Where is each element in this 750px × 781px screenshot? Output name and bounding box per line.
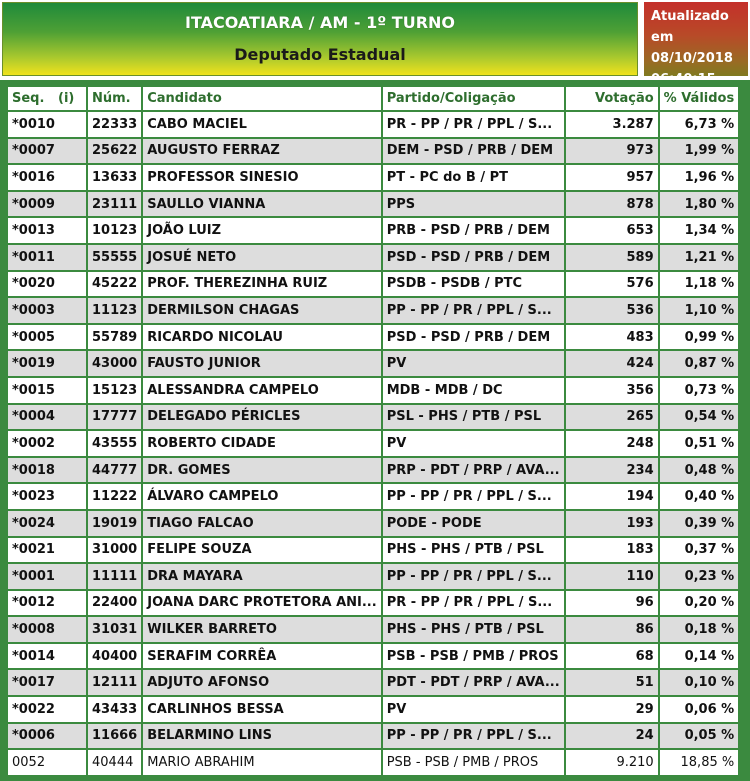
cell-seq: *0016 xyxy=(8,165,86,190)
table-row xyxy=(8,670,738,695)
cell-seq: *0022 xyxy=(8,697,86,722)
cell-party: PSD - PSD / PRB / DEM xyxy=(383,245,564,270)
cell-valid-pct: 1,80 % xyxy=(660,192,739,217)
table-row xyxy=(8,351,738,376)
cell-num: 17777 xyxy=(88,405,141,430)
cell-party: PPS xyxy=(383,192,564,217)
cell-valid-pct: 0,99 % xyxy=(660,325,739,350)
table-row xyxy=(8,591,738,616)
cell-seq: *0019 xyxy=(8,351,86,376)
cell-candidate-name: PROF. THEREZINHA RUIZ xyxy=(143,272,380,297)
cell-candidate-name: RICARDO NICOLAU xyxy=(143,325,380,350)
cell-candidate-name: BELARMINO LINS xyxy=(143,724,380,749)
cell-valid-pct: 0,10 % xyxy=(660,670,739,695)
table-row xyxy=(8,458,738,483)
cell-candidate-name: SAULLO VIANNA xyxy=(143,192,380,217)
table-row xyxy=(8,165,738,190)
cell-num: 55789 xyxy=(88,325,141,350)
cell-candidate-name: JOANA DARC PROTETORA ANI... xyxy=(143,591,380,616)
cell-candidate-name: DRA MAYARA xyxy=(143,564,380,589)
cell-num: 43000 xyxy=(88,351,141,376)
table-row xyxy=(8,724,738,749)
cell-party: PV xyxy=(383,431,564,456)
cell-votes: 356 xyxy=(566,378,658,403)
cell-valid-pct: 0,23 % xyxy=(660,564,739,589)
cell-candidate-name: TIAGO FALCAO xyxy=(143,511,380,536)
cell-num: 22400 xyxy=(88,591,141,616)
results-table-body xyxy=(8,112,738,775)
seq-header-label: Seq. xyxy=(12,91,45,106)
cell-votes: 589 xyxy=(566,245,658,270)
cell-votes: 96 xyxy=(566,591,658,616)
cell-candidate-name: ROBERTO CIDADE xyxy=(143,431,380,456)
cell-candidate-name: MARIO ABRAHIM xyxy=(143,750,380,775)
cell-seq: *0023 xyxy=(8,484,86,509)
table-row xyxy=(8,511,738,536)
cell-num: 23111 xyxy=(88,192,141,217)
table-row xyxy=(8,139,738,164)
cell-valid-pct: 18,85 % xyxy=(660,750,739,775)
cell-party: PHS - PHS / PTB / PSL xyxy=(383,538,564,563)
cell-seq: *0007 xyxy=(8,139,86,164)
cell-seq: *0021 xyxy=(8,538,86,563)
table-row xyxy=(8,484,738,509)
cell-num: 40400 xyxy=(88,644,141,669)
cell-num: 55555 xyxy=(88,245,141,270)
cell-party: PSD - PSD / PRB / DEM xyxy=(383,325,564,350)
cell-valid-pct: 0,37 % xyxy=(660,538,739,563)
cell-party: PP - PP / PR / PPL / S... xyxy=(383,298,564,323)
cell-seq: *0008 xyxy=(8,617,86,642)
cell-candidate-name: ALESSANDRA CAMPELO xyxy=(143,378,380,403)
cell-party: PSB - PSB / PMB / PROS xyxy=(383,750,564,775)
cell-valid-pct: 0,05 % xyxy=(660,724,739,749)
cell-valid-pct: 0,39 % xyxy=(660,511,739,536)
cell-votes: 9.210 xyxy=(566,750,658,775)
cell-seq: *0002 xyxy=(8,431,86,456)
cell-num: 13633 xyxy=(88,165,141,190)
cell-votes: 248 xyxy=(566,431,658,456)
table-row xyxy=(8,564,738,589)
cell-seq: *0014 xyxy=(8,644,86,669)
cell-party: PRP - PDT / PRP / AVA... xyxy=(383,458,564,483)
cell-votes: 51 xyxy=(566,670,658,695)
cell-votes: 957 xyxy=(566,165,658,190)
cell-num: 11222 xyxy=(88,484,141,509)
table-row xyxy=(8,298,738,323)
cell-party: PR - PP / PR / PPL / S... xyxy=(383,112,564,137)
seq-info-icon[interactable]: (i) xyxy=(58,91,75,106)
cell-votes: 576 xyxy=(566,272,658,297)
cell-valid-pct: 0,87 % xyxy=(660,351,739,376)
cell-num: 11666 xyxy=(88,724,141,749)
cell-votes: 193 xyxy=(566,511,658,536)
cell-party: MDB - MDB / DC xyxy=(383,378,564,403)
cell-votes: 194 xyxy=(566,484,658,509)
cell-valid-pct: 0,06 % xyxy=(660,697,739,722)
cell-party: DEM - PSD / PRB / DEM xyxy=(383,139,564,164)
cell-seq: *0013 xyxy=(8,218,86,243)
cell-votes: 24 xyxy=(566,724,658,749)
cell-party: PODE - PODE xyxy=(383,511,564,536)
cell-party: PT - PC do B / PT xyxy=(383,165,564,190)
column-header-partido[interactable]: Partido/Coligação xyxy=(383,87,564,110)
cell-votes: 29 xyxy=(566,697,658,722)
cell-valid-pct: 6,73 % xyxy=(660,112,739,137)
cell-party: PP - PP / PR / PPL / S... xyxy=(383,724,564,749)
cell-num: 43555 xyxy=(88,431,141,456)
results-frame xyxy=(0,80,750,781)
page-subtitle: Deputado Estadual xyxy=(234,45,406,64)
cell-valid-pct: 0,40 % xyxy=(660,484,739,509)
cell-seq: *0024 xyxy=(8,511,86,536)
cell-valid-pct: 0,18 % xyxy=(660,617,739,642)
table-row xyxy=(8,378,738,403)
cell-num: 43433 xyxy=(88,697,141,722)
cell-candidate-name: CABO MACIEL xyxy=(143,112,380,137)
cell-candidate-name: WILKER BARRETO xyxy=(143,617,380,642)
cell-num: 31000 xyxy=(88,538,141,563)
cell-seq: *0010 xyxy=(8,112,86,137)
cell-num: 44777 xyxy=(88,458,141,483)
cell-seq: *0001 xyxy=(8,564,86,589)
cell-seq: *0006 xyxy=(8,724,86,749)
table-row xyxy=(8,245,738,270)
cell-num: 40444 xyxy=(88,750,141,775)
table-row xyxy=(8,750,738,775)
cell-candidate-name: DERMILSON CHAGAS xyxy=(143,298,380,323)
cell-seq: *0020 xyxy=(8,272,86,297)
cell-num: 10123 xyxy=(88,218,141,243)
cell-num: 11111 xyxy=(88,564,141,589)
cell-seq: *0015 xyxy=(8,378,86,403)
cell-num: 45222 xyxy=(88,272,141,297)
cell-seq: *0005 xyxy=(8,325,86,350)
table-row xyxy=(8,405,738,430)
cell-votes: 653 xyxy=(566,218,658,243)
table-row xyxy=(8,644,738,669)
cell-candidate-name: SERAFIM CORRÊA xyxy=(143,644,380,669)
table-row xyxy=(8,192,738,217)
cell-num: 22333 xyxy=(88,112,141,137)
cell-valid-pct: 1,34 % xyxy=(660,218,739,243)
page-title: ITACOATIARA / AM - 1º TURNO xyxy=(184,13,456,32)
table-row xyxy=(8,112,738,137)
table-row xyxy=(8,538,738,563)
cell-party: PRB - PSD / PRB / DEM xyxy=(383,218,564,243)
cell-candidate-name: FELIPE SOUZA xyxy=(143,538,380,563)
cell-votes: 183 xyxy=(566,538,658,563)
cell-party: PR - PP / PR / PPL / S... xyxy=(383,591,564,616)
cell-num: 15123 xyxy=(88,378,141,403)
cell-valid-pct: 0,54 % xyxy=(660,405,739,430)
cell-votes: 265 xyxy=(566,405,658,430)
cell-candidate-name: AUGUSTO FERRAZ xyxy=(143,139,380,164)
table-row xyxy=(8,617,738,642)
cell-num: 31031 xyxy=(88,617,141,642)
column-header-num[interactable]: Núm. xyxy=(88,87,141,110)
cell-valid-pct: 0,51 % xyxy=(660,431,739,456)
column-header-validos[interactable]: % Válidos xyxy=(660,87,739,110)
cell-candidate-name: DR. GOMES xyxy=(143,458,380,483)
cell-valid-pct: 0,73 % xyxy=(660,378,739,403)
cell-seq: *0017 xyxy=(8,670,86,695)
cell-party: PSL - PHS / PTB / PSL xyxy=(383,405,564,430)
cell-candidate-name: JOÃO LUIZ xyxy=(143,218,380,243)
cell-valid-pct: 1,99 % xyxy=(660,139,739,164)
cell-party: PSB - PSB / PMB / PROS xyxy=(383,644,564,669)
cell-party: PSDB - PSDB / PTC xyxy=(383,272,564,297)
cell-candidate-name: CARLINHOS BESSA xyxy=(143,697,380,722)
cell-valid-pct: 1,18 % xyxy=(660,272,739,297)
cell-party: PP - PP / PR / PPL / S... xyxy=(383,564,564,589)
cell-seq: 0052 xyxy=(8,750,86,775)
cell-votes: 878 xyxy=(566,192,658,217)
cell-candidate-name: FAUSTO JUNIOR xyxy=(143,351,380,376)
cell-candidate-name: ADJUTO AFONSO xyxy=(143,670,380,695)
cell-votes: 536 xyxy=(566,298,658,323)
table-header-row xyxy=(8,87,738,110)
cell-num: 12111 xyxy=(88,670,141,695)
cell-seq: *0011 xyxy=(8,245,86,270)
cell-seq: *0018 xyxy=(8,458,86,483)
cell-votes: 234 xyxy=(566,458,658,483)
cell-votes: 973 xyxy=(566,139,658,164)
table-row xyxy=(8,697,738,722)
column-header-votacao[interactable]: Votação xyxy=(566,87,658,110)
cell-party: PHS - PHS / PTB / PSL xyxy=(383,617,564,642)
cell-num: 19019 xyxy=(88,511,141,536)
cell-seq: *0003 xyxy=(8,298,86,323)
cell-valid-pct: 0,48 % xyxy=(660,458,739,483)
column-header-candidato[interactable]: Candidato xyxy=(143,87,380,110)
cell-votes: 3.287 xyxy=(566,112,658,137)
cell-party: PDT - PDT / PRP / AVA... xyxy=(383,670,564,695)
cell-valid-pct: 0,14 % xyxy=(660,644,739,669)
update-timestamp-box xyxy=(644,2,748,76)
updated-label: Atualizado em xyxy=(651,9,729,45)
cell-votes: 110 xyxy=(566,564,658,589)
cell-valid-pct: 1,21 % xyxy=(660,245,739,270)
cell-num: 11123 xyxy=(88,298,141,323)
cell-party: PV xyxy=(383,351,564,376)
cell-seq: *0009 xyxy=(8,192,86,217)
table-row xyxy=(8,218,738,243)
cell-votes: 483 xyxy=(566,325,658,350)
cell-party: PV xyxy=(383,697,564,722)
cell-candidate-name: DELEGADO PÉRICLES xyxy=(143,405,380,430)
cell-candidate-name: ÁLVARO CAMPELO xyxy=(143,484,380,509)
cell-valid-pct: 0,20 % xyxy=(660,591,739,616)
table-row xyxy=(8,325,738,350)
cell-seq: *0004 xyxy=(8,405,86,430)
cell-votes: 68 xyxy=(566,644,658,669)
cell-votes: 424 xyxy=(566,351,658,376)
updated-date: 08/10/2018 xyxy=(651,51,733,66)
cell-candidate-name: JOSUÉ NETO xyxy=(143,245,380,270)
table-row xyxy=(8,431,738,456)
title-banner xyxy=(2,2,638,76)
cell-votes: 86 xyxy=(566,617,658,642)
table-row xyxy=(8,272,738,297)
cell-valid-pct: 1,96 % xyxy=(660,165,739,190)
cell-candidate-name: PROFESSOR SINESIO xyxy=(143,165,380,190)
cell-valid-pct: 1,10 % xyxy=(660,298,739,323)
column-header-seq[interactable] xyxy=(8,87,86,110)
cell-party: PP - PP / PR / PPL / S... xyxy=(383,484,564,509)
results-table xyxy=(6,85,740,777)
page-header xyxy=(0,0,750,80)
cell-num: 25622 xyxy=(88,139,141,164)
cell-seq: *0012 xyxy=(8,591,86,616)
